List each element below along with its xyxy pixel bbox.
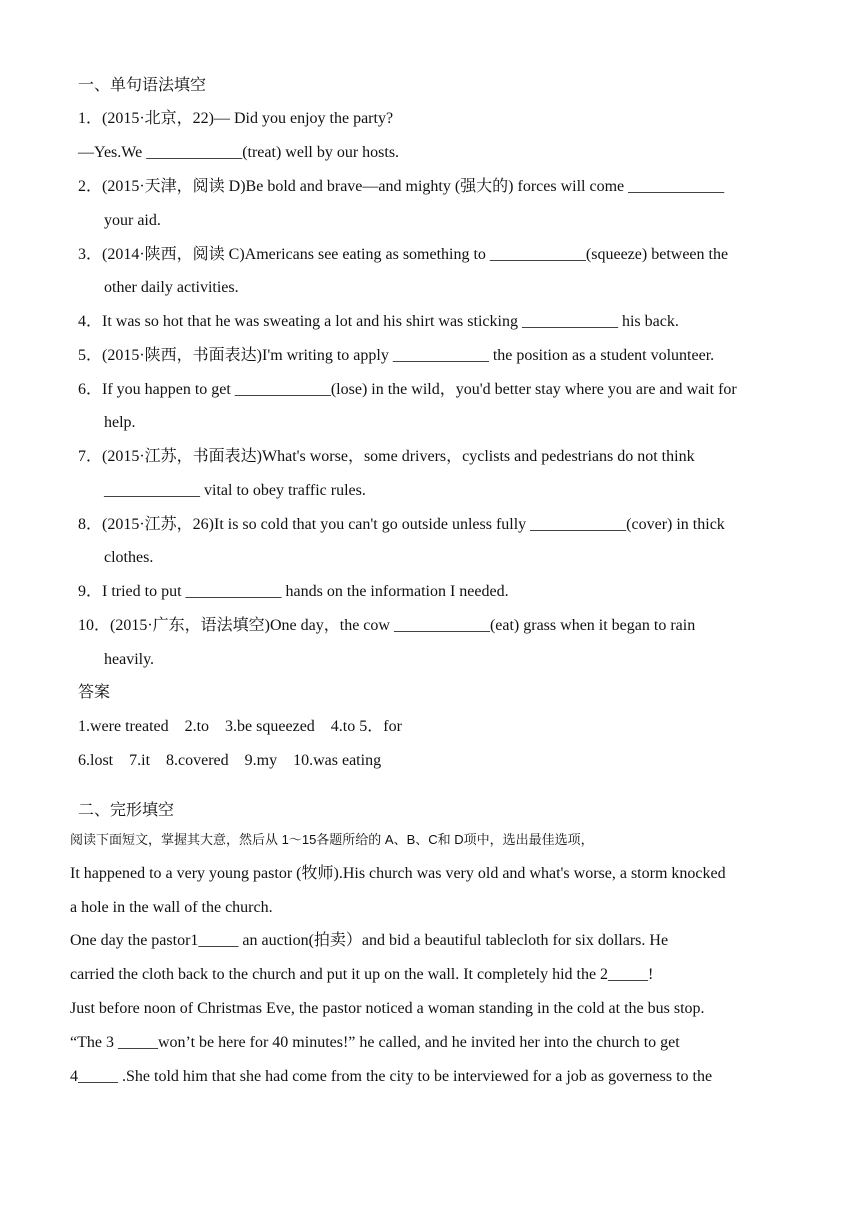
question-1-line-1: 1．(2015·北京，22)— Did you enjoy the party? bbox=[78, 110, 394, 127]
question-6-line-1: 6．If you happen to get ____________(lose) in the wild，you'd better stay where you are and wait for bbox=[78, 381, 737, 398]
question-2-line-2: your aid. bbox=[104, 212, 161, 229]
passage-paragraph-2-line-1: One day the pastor1_____ an auction(拍卖）and bid a beautiful tablecloth for six dollars. He bbox=[70, 932, 669, 949]
cloze-instruction: 阅读下面短文，掌握其大意，然后从 1～15各题所给的 A、B、C和 D项中，选出最佳选项， bbox=[70, 832, 594, 847]
question-7-line-1: 7．(2015·江苏，书面表达)What's worse，some drivers，cyclists and pedestrians do not think bbox=[78, 448, 695, 465]
question-10-line-2: heavily. bbox=[104, 651, 155, 668]
question-7-line-2: ____________ vital to obey traffic rules. bbox=[104, 482, 366, 499]
answers-line-1: 1.were treated 2.to 3.be squeezed 4.to 5．for bbox=[78, 718, 402, 735]
question-2-line-1: 2．(2015·天津，阅读 D)Be bold and brave—and mighty (强大的) forces will come ____________ bbox=[78, 178, 725, 195]
question-6-line-2: help. bbox=[104, 414, 136, 431]
question-4: 4．It was so hot that he was sweating a lot and his shirt was sticking ____________ his back. bbox=[78, 313, 679, 330]
passage-paragraph-3-line-1: Just before noon of Christmas Eve, the pastor noticed a woman standing in the cold at the bus stop. bbox=[70, 1000, 705, 1017]
question-5: 5．(2015·陕西，书面表达)I'm writing to apply ____________ the position as a student volunteer. bbox=[78, 347, 715, 364]
question-9: 9．I tried to put ____________ hands on the information I needed. bbox=[78, 583, 509, 600]
question-8-line-1: 8．(2015·江苏，26)It is so cold that you can't go outside unless fully ____________(cover) in thick bbox=[78, 516, 725, 533]
passage-paragraph-3-line-2: “The 3 _____won’t be here for 40 minutes!” he called, and he invited her into the church to get bbox=[70, 1034, 680, 1051]
passage-paragraph-3-line-3: 4_____ .She told him that she had come from the city to be interviewed for a job as governess to the bbox=[70, 1068, 713, 1085]
passage-paragraph-1-line-1: It happened to a very young pastor (牧师).His church was very old and what's worse, a storm knocked bbox=[70, 865, 726, 882]
question-8-line-2: clothes. bbox=[104, 549, 154, 566]
question-3-line-1: 3．(2014·陕西，阅读 C)Americans see eating as something to ____________(squeeze) between the bbox=[78, 246, 729, 263]
answers-title: 答案 bbox=[78, 684, 111, 701]
question-10-line-1: 10．(2015·广东，语法填空)One day，the cow ____________(eat) grass when it began to rain bbox=[78, 617, 696, 634]
passage-paragraph-2-line-2: carried the cloth back to the church and put it up on the wall. It completely hid the 2_____! bbox=[70, 966, 654, 983]
question-1-line-2: —Yes.We ____________(treat) well by our hosts. bbox=[78, 144, 400, 161]
question-3-line-2: other daily activities. bbox=[104, 279, 239, 296]
passage-paragraph-1-line-2: a hole in the wall of the church. bbox=[70, 899, 273, 916]
answers-line-2: 6.lost 7.it 8.covered 9.my 10.was eating bbox=[78, 752, 382, 769]
section-title-cloze: 二、完形填空 bbox=[78, 802, 175, 819]
section-title-grammar: 一、单句语法填空 bbox=[78, 77, 207, 94]
